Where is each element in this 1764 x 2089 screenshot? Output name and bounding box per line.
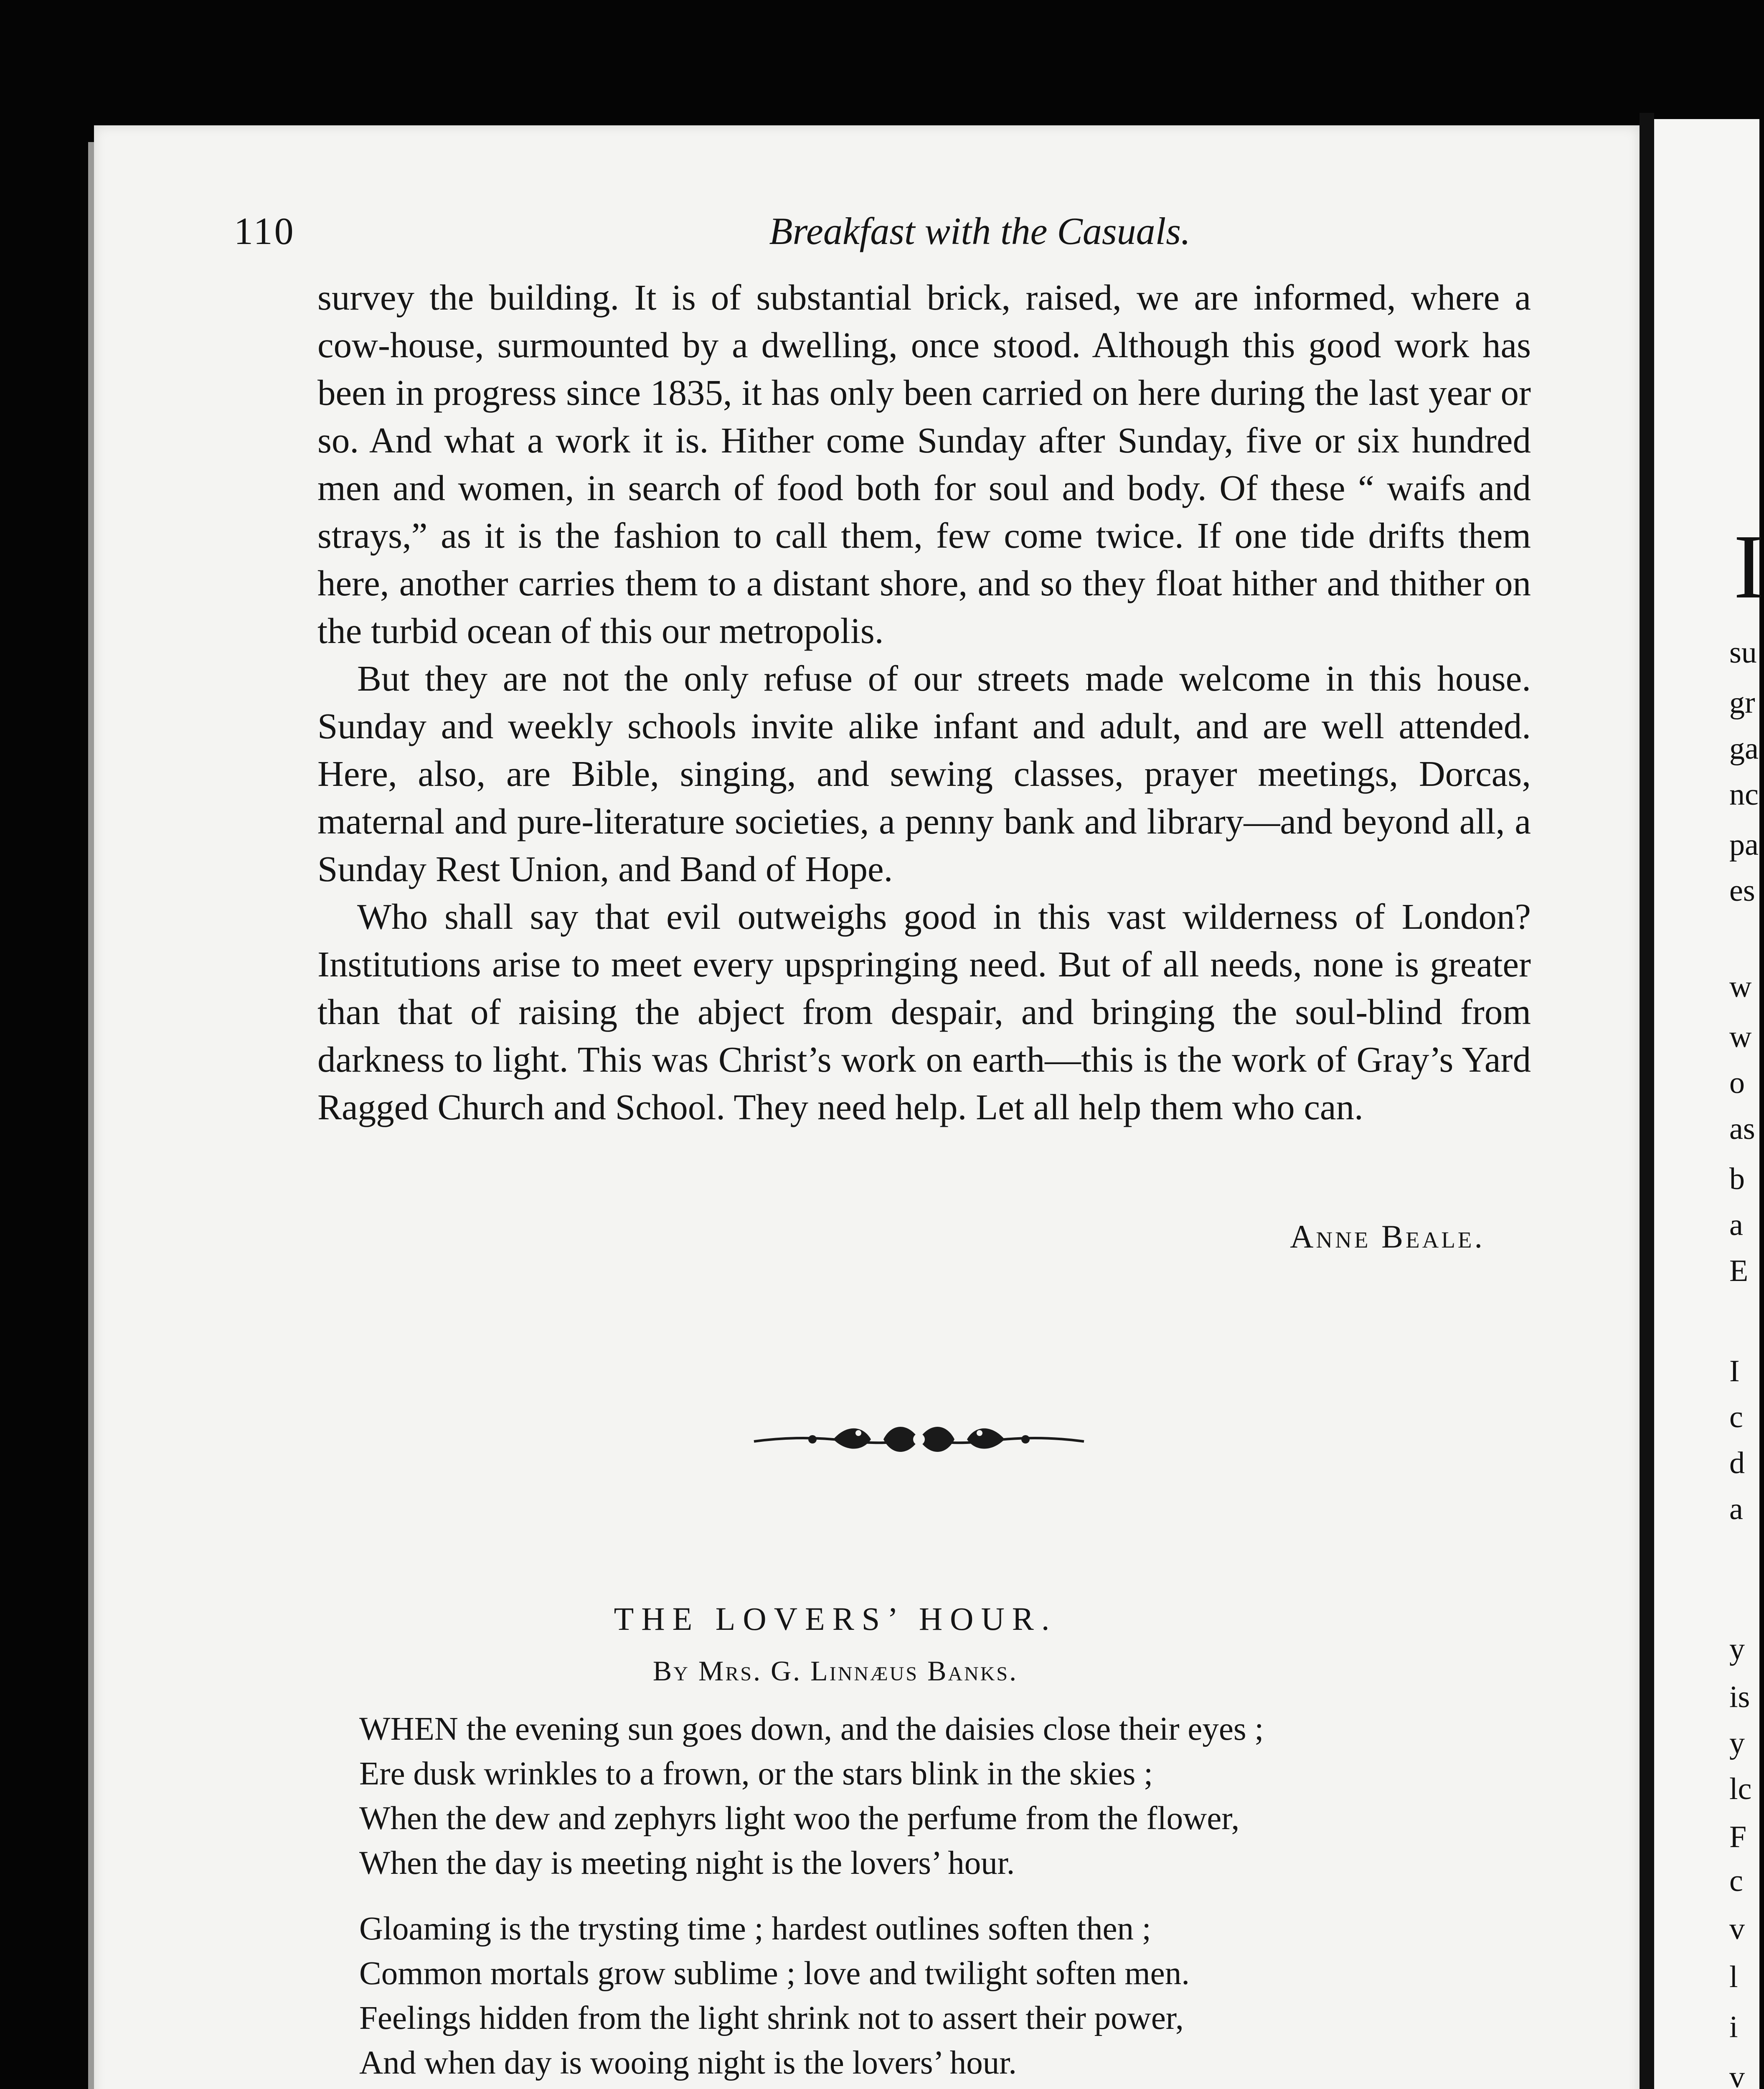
poem-line: When the dew and zephyrs light woo the perfume from the flower,: [359, 1800, 1240, 1837]
poem-line: And when day is wooing night is the lovers’ hour.: [359, 2045, 1017, 2081]
running-title: Breakfast with the Casuals.: [769, 210, 1190, 252]
article-body: [317, 274, 1531, 1131]
facing-page-fragment: a: [1729, 1208, 1743, 1242]
author-signature: Anne Beale.: [1290, 1218, 1485, 1255]
facing-page-fragment: d: [1729, 1446, 1745, 1480]
poem-line: Feelings hidden from the light shrink not to assert their power,: [359, 2000, 1184, 2036]
facing-page-fragment: su: [1729, 635, 1757, 670]
facing-page-fragment: v: [1729, 1912, 1745, 1946]
facing-page-fragment: c: [1729, 1400, 1743, 1434]
facing-page-drop-cap: I: [1734, 516, 1764, 618]
facing-page-fragment: ga: [1729, 732, 1759, 766]
poem-line: WHEN the evening sun goes down, and the daisies close their eyes ;: [359, 1711, 1264, 1747]
poem-body: [359, 1707, 1508, 2089]
facing-page-fragment: is: [1729, 1680, 1750, 1714]
facing-page-fragment: es: [1729, 874, 1755, 908]
stanza: [359, 1707, 1508, 1886]
facing-page-fragment: c: [1729, 1864, 1743, 1898]
facing-page-fragment: v: [1729, 2060, 1745, 2089]
page-number: 110: [234, 210, 295, 252]
book-gutter: [1640, 113, 1654, 2089]
facing-page-fragment: a: [1729, 1492, 1743, 1526]
facing-page-fragment: gr: [1729, 686, 1755, 720]
poem-byline: By Mrs. G. Linnæus Banks.: [652, 1655, 1018, 1687]
facing-page-fragment: w: [1729, 970, 1752, 1004]
facing-page-fragment: pa: [1729, 828, 1759, 862]
facing-page-fragment: as: [1729, 1112, 1755, 1146]
poem-line: Gloaming is the trysting time ; hardest outlines soften then ;: [359, 1911, 1151, 1947]
facing-page-fragment: y: [1729, 1726, 1745, 1760]
poem-line: Common mortals grow sublime ; love and twilight soften men.: [359, 1955, 1190, 1992]
facing-page-fragment: F: [1729, 1820, 1747, 1854]
facing-page-fragment: E: [1729, 1254, 1749, 1288]
paragraph: survey the building. It is of substantial brick, raised, we are informed, where a cow-house, surmounted by a dwelling, once stood. Although this good work has been in progress since 1835, it has only been carried on here during the last year or so. And what a work it is. Hither come Sunday after Sunday, five or six hundred men and women, in search of food both for soul and body. Of these “ waifs and strays,” as it is the fashion to call them, few come twice. If one tide drifts them here, another carries them to a distant shore, and so they float hither and thither on the turbid ocean of this our metropolis.: [317, 277, 1531, 651]
paragraph: Who shall say that evil outweighs good in this vast wilderness of London? Institutions arise to meet every upspringing need. But of all needs, none is greater than that of raising the abject from despair, and bringing the soul-blind from darkness to light. This was Christ’s work on earth—this is the work of Gray’s Yard Ragged Church and School. They need help. Let all help them who can.: [317, 896, 1531, 1127]
facing-page-fragment: w: [1729, 1020, 1752, 1054]
poem-line: When the day is meeting night is the lovers’ hour.: [359, 1845, 1015, 1881]
facing-page-fragment: I: [1729, 1354, 1740, 1388]
facing-page-fragment: i: [1729, 2010, 1738, 2044]
facing-page-fragment: l: [1729, 1960, 1738, 1994]
facing-page-fragment: y: [1729, 1632, 1745, 1666]
paragraph: But they are not the only refuse of our streets made welcome in this house. Sunday and weekly schools invite alike infant and adult, and are well attended. Here, also, are Bible, singing, and sewing classes, prayer meetings, Dorcas, maternal and pure-literature societies, a penny bank and library—and beyond all, a Sunday Rest Union, and Band of Hope.: [317, 658, 1531, 889]
poem-line: Ere dusk wrinkles to a frown, or the stars blink in the skies ;: [359, 1756, 1153, 1792]
facing-page-fragment: nc: [1729, 778, 1759, 812]
poem-title: THE LOVERS’ HOUR.: [614, 1601, 1057, 1637]
running-head: [234, 196, 1190, 259]
facing-page-fragment: lc: [1729, 1772, 1752, 1806]
stanza: [359, 1906, 1508, 2085]
facing-page-fragment: o: [1729, 1066, 1745, 1100]
facing-page-fragment: b: [1729, 1162, 1745, 1196]
decorative-divider-ornament: [750, 1416, 1088, 1462]
